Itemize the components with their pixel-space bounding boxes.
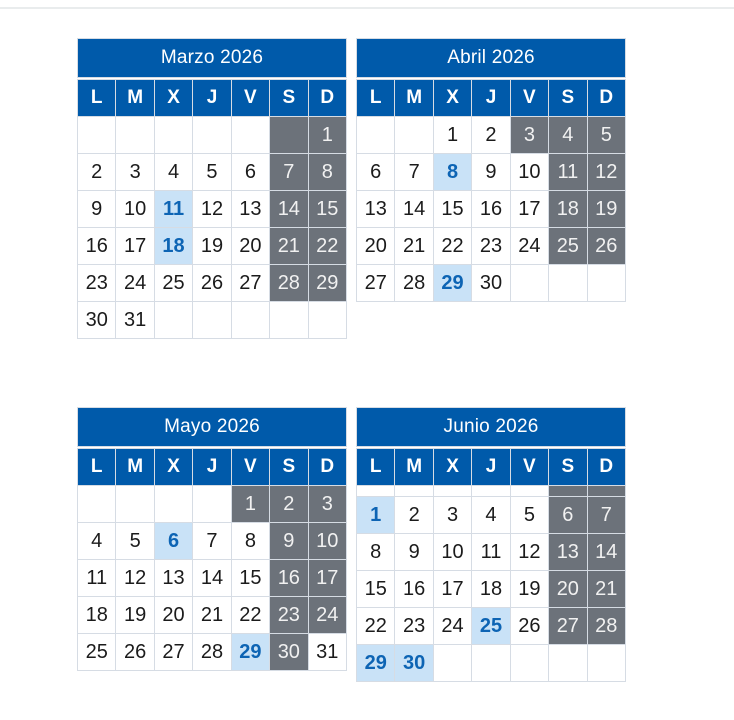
day-cell: 5 xyxy=(510,497,548,534)
empty-cell xyxy=(193,117,231,154)
empty-cell xyxy=(231,302,269,339)
day-cell: 3 xyxy=(510,117,548,154)
empty-cell xyxy=(472,645,510,682)
empty-cell xyxy=(154,302,192,339)
day-cell: 5 xyxy=(116,523,154,560)
empty-cell xyxy=(510,486,548,497)
day-cell: 11 xyxy=(549,154,587,191)
day-cell: 22 xyxy=(357,608,395,645)
day-cell: 30 xyxy=(270,634,308,671)
empty-cell xyxy=(154,486,192,523)
day-cell: 25 xyxy=(549,228,587,265)
day-cell: 17 xyxy=(308,560,346,597)
day-cell: 7 xyxy=(587,497,625,534)
day-cell: 8 xyxy=(308,154,346,191)
weekday-header-v: V xyxy=(510,80,548,117)
day-cell: 28 xyxy=(270,265,308,302)
day-cell: 29 xyxy=(308,265,346,302)
empty-cell xyxy=(587,645,625,682)
weekday-header-s: S xyxy=(549,80,587,117)
day-cell: 24 xyxy=(433,608,471,645)
day-cell: 24 xyxy=(116,265,154,302)
day-cell: 6 xyxy=(357,154,395,191)
day-cell: 24 xyxy=(308,597,346,634)
day-cell: 1 xyxy=(308,117,346,154)
weekday-header-l: L xyxy=(357,449,395,486)
top-divider xyxy=(0,7,734,9)
calendar-month-1 xyxy=(77,38,347,339)
day-cell: 20 xyxy=(231,228,269,265)
day-cell: 23 xyxy=(395,608,433,645)
day-cell: 25 xyxy=(472,608,510,645)
day-cell: 30 xyxy=(78,302,116,339)
day-cell: 30 xyxy=(395,645,433,682)
day-cell: 21 xyxy=(395,228,433,265)
day-cell: 10 xyxy=(433,534,471,571)
day-cell: 29 xyxy=(357,645,395,682)
day-cell: 4 xyxy=(78,523,116,560)
weekday-header-l: L xyxy=(357,80,395,117)
calendar-title: Marzo 2026 xyxy=(77,38,347,78)
day-cell: 8 xyxy=(357,534,395,571)
day-cell: 18 xyxy=(549,191,587,228)
day-cell: 26 xyxy=(510,608,548,645)
day-cell: 28 xyxy=(395,265,433,302)
weekday-header-j: J xyxy=(193,80,231,117)
calendar-title: Abril 2026 xyxy=(356,38,626,78)
day-cell: 7 xyxy=(395,154,433,191)
calendar-month-4 xyxy=(356,407,626,682)
empty-cell xyxy=(549,645,587,682)
day-cell: 1 xyxy=(357,497,395,534)
empty-cell xyxy=(231,117,269,154)
day-cell: 2 xyxy=(472,117,510,154)
day-cell: 23 xyxy=(78,265,116,302)
empty-cell xyxy=(549,486,587,497)
day-cell: 30 xyxy=(472,265,510,302)
day-cell: 11 xyxy=(154,191,192,228)
day-cell: 20 xyxy=(357,228,395,265)
calendar-title: Junio 2026 xyxy=(356,407,626,447)
day-cell: 29 xyxy=(231,634,269,671)
weekday-header-j: J xyxy=(472,80,510,117)
empty-cell xyxy=(154,117,192,154)
weekday-header-x: X xyxy=(433,449,471,486)
weekday-header-j: J xyxy=(472,449,510,486)
empty-cell xyxy=(116,486,154,523)
day-cell: 21 xyxy=(270,228,308,265)
day-cell: 11 xyxy=(472,534,510,571)
weekday-header-d: D xyxy=(308,80,346,117)
day-cell: 6 xyxy=(549,497,587,534)
day-cell: 21 xyxy=(587,571,625,608)
empty-cell xyxy=(587,265,625,302)
day-cell: 13 xyxy=(231,191,269,228)
day-cell: 17 xyxy=(116,228,154,265)
day-cell: 24 xyxy=(510,228,548,265)
empty-cell xyxy=(357,117,395,154)
empty-cell xyxy=(193,302,231,339)
calendar-page xyxy=(77,38,734,682)
day-cell: 20 xyxy=(154,597,192,634)
weekday-header-d: D xyxy=(587,449,625,486)
day-cell: 6 xyxy=(154,523,192,560)
calendar-month-3 xyxy=(77,407,347,671)
weekday-header-m: M xyxy=(395,449,433,486)
calendar-grid xyxy=(356,79,626,302)
day-cell: 14 xyxy=(395,191,433,228)
day-cell: 25 xyxy=(78,634,116,671)
day-cell: 15 xyxy=(308,191,346,228)
day-cell: 5 xyxy=(193,154,231,191)
day-cell: 12 xyxy=(116,560,154,597)
day-cell: 31 xyxy=(308,634,346,671)
day-cell: 27 xyxy=(549,608,587,645)
day-cell: 4 xyxy=(472,497,510,534)
day-cell: 8 xyxy=(433,154,471,191)
empty-cell xyxy=(395,117,433,154)
day-cell: 13 xyxy=(154,560,192,597)
day-cell: 26 xyxy=(116,634,154,671)
day-cell: 19 xyxy=(193,228,231,265)
day-cell: 18 xyxy=(78,597,116,634)
day-cell: 9 xyxy=(472,154,510,191)
empty-cell xyxy=(116,117,154,154)
calendar-grid xyxy=(77,448,347,671)
weekday-header-d: D xyxy=(308,449,346,486)
weekday-header-v: V xyxy=(231,449,269,486)
day-cell: 12 xyxy=(193,191,231,228)
calendar-grid xyxy=(77,79,347,339)
day-cell: 8 xyxy=(231,523,269,560)
calendar-month-2 xyxy=(356,38,626,302)
day-cell: 29 xyxy=(433,265,471,302)
weekday-header-m: M xyxy=(116,449,154,486)
day-cell: 11 xyxy=(78,560,116,597)
day-cell: 6 xyxy=(231,154,269,191)
day-cell: 4 xyxy=(549,117,587,154)
day-cell: 14 xyxy=(193,560,231,597)
weekday-header-j: J xyxy=(193,449,231,486)
weekday-header-s: S xyxy=(549,449,587,486)
day-cell: 7 xyxy=(270,154,308,191)
empty-cell xyxy=(193,486,231,523)
empty-cell xyxy=(270,117,308,154)
weekday-header-d: D xyxy=(587,80,625,117)
weekday-header-m: M xyxy=(116,80,154,117)
day-cell: 20 xyxy=(549,571,587,608)
day-cell: 19 xyxy=(116,597,154,634)
day-cell: 17 xyxy=(510,191,548,228)
day-cell: 31 xyxy=(116,302,154,339)
day-cell: 9 xyxy=(78,191,116,228)
day-cell: 9 xyxy=(395,534,433,571)
day-cell: 15 xyxy=(433,191,471,228)
day-cell: 28 xyxy=(587,608,625,645)
weekday-header-v: V xyxy=(510,449,548,486)
day-cell: 16 xyxy=(78,228,116,265)
empty-cell xyxy=(510,265,548,302)
day-cell: 22 xyxy=(231,597,269,634)
day-cell: 22 xyxy=(433,228,471,265)
day-cell: 27 xyxy=(357,265,395,302)
day-cell: 13 xyxy=(357,191,395,228)
weekday-header-s: S xyxy=(270,449,308,486)
weekday-header-x: X xyxy=(154,80,192,117)
day-cell: 10 xyxy=(116,191,154,228)
empty-cell xyxy=(433,645,471,682)
day-cell: 23 xyxy=(270,597,308,634)
day-cell: 4 xyxy=(154,154,192,191)
day-cell: 10 xyxy=(510,154,548,191)
weekday-header-x: X xyxy=(154,449,192,486)
day-cell: 27 xyxy=(154,634,192,671)
weekday-header-s: S xyxy=(270,80,308,117)
day-cell: 3 xyxy=(116,154,154,191)
day-cell: 28 xyxy=(193,634,231,671)
day-cell: 14 xyxy=(587,534,625,571)
day-cell: 13 xyxy=(549,534,587,571)
day-cell: 2 xyxy=(78,154,116,191)
empty-cell xyxy=(549,265,587,302)
day-cell: 21 xyxy=(193,597,231,634)
empty-cell xyxy=(433,486,471,497)
day-cell: 14 xyxy=(270,191,308,228)
day-cell: 1 xyxy=(231,486,269,523)
calendar-title: Mayo 2026 xyxy=(77,407,347,447)
day-cell: 19 xyxy=(587,191,625,228)
day-cell: 1 xyxy=(433,117,471,154)
empty-cell xyxy=(78,486,116,523)
day-cell: 2 xyxy=(270,486,308,523)
day-cell: 3 xyxy=(308,486,346,523)
day-cell: 27 xyxy=(231,265,269,302)
empty-cell xyxy=(357,486,395,497)
weekday-header-l: L xyxy=(78,80,116,117)
weekday-header-l: L xyxy=(78,449,116,486)
empty-cell xyxy=(308,302,346,339)
day-cell: 18 xyxy=(472,571,510,608)
empty-cell xyxy=(472,486,510,497)
empty-cell xyxy=(587,486,625,497)
day-cell: 23 xyxy=(472,228,510,265)
day-cell: 26 xyxy=(587,228,625,265)
day-cell: 10 xyxy=(308,523,346,560)
day-cell: 5 xyxy=(587,117,625,154)
weekday-header-x: X xyxy=(433,80,471,117)
weekday-header-m: M xyxy=(395,80,433,117)
day-cell: 18 xyxy=(154,228,192,265)
weekday-header-v: V xyxy=(231,80,269,117)
day-cell: 26 xyxy=(193,265,231,302)
day-cell: 22 xyxy=(308,228,346,265)
day-cell: 25 xyxy=(154,265,192,302)
day-cell: 16 xyxy=(472,191,510,228)
day-cell: 2 xyxy=(395,497,433,534)
day-cell: 7 xyxy=(193,523,231,560)
empty-cell xyxy=(78,117,116,154)
calendar-grid xyxy=(356,448,626,682)
day-cell: 15 xyxy=(231,560,269,597)
day-cell: 12 xyxy=(587,154,625,191)
day-cell: 15 xyxy=(357,571,395,608)
day-cell: 16 xyxy=(270,560,308,597)
day-cell: 19 xyxy=(510,571,548,608)
day-cell: 9 xyxy=(270,523,308,560)
empty-cell xyxy=(395,486,433,497)
day-cell: 16 xyxy=(395,571,433,608)
day-cell: 17 xyxy=(433,571,471,608)
day-cell: 12 xyxy=(510,534,548,571)
day-cell: 3 xyxy=(433,497,471,534)
empty-cell xyxy=(270,302,308,339)
empty-cell xyxy=(510,645,548,682)
